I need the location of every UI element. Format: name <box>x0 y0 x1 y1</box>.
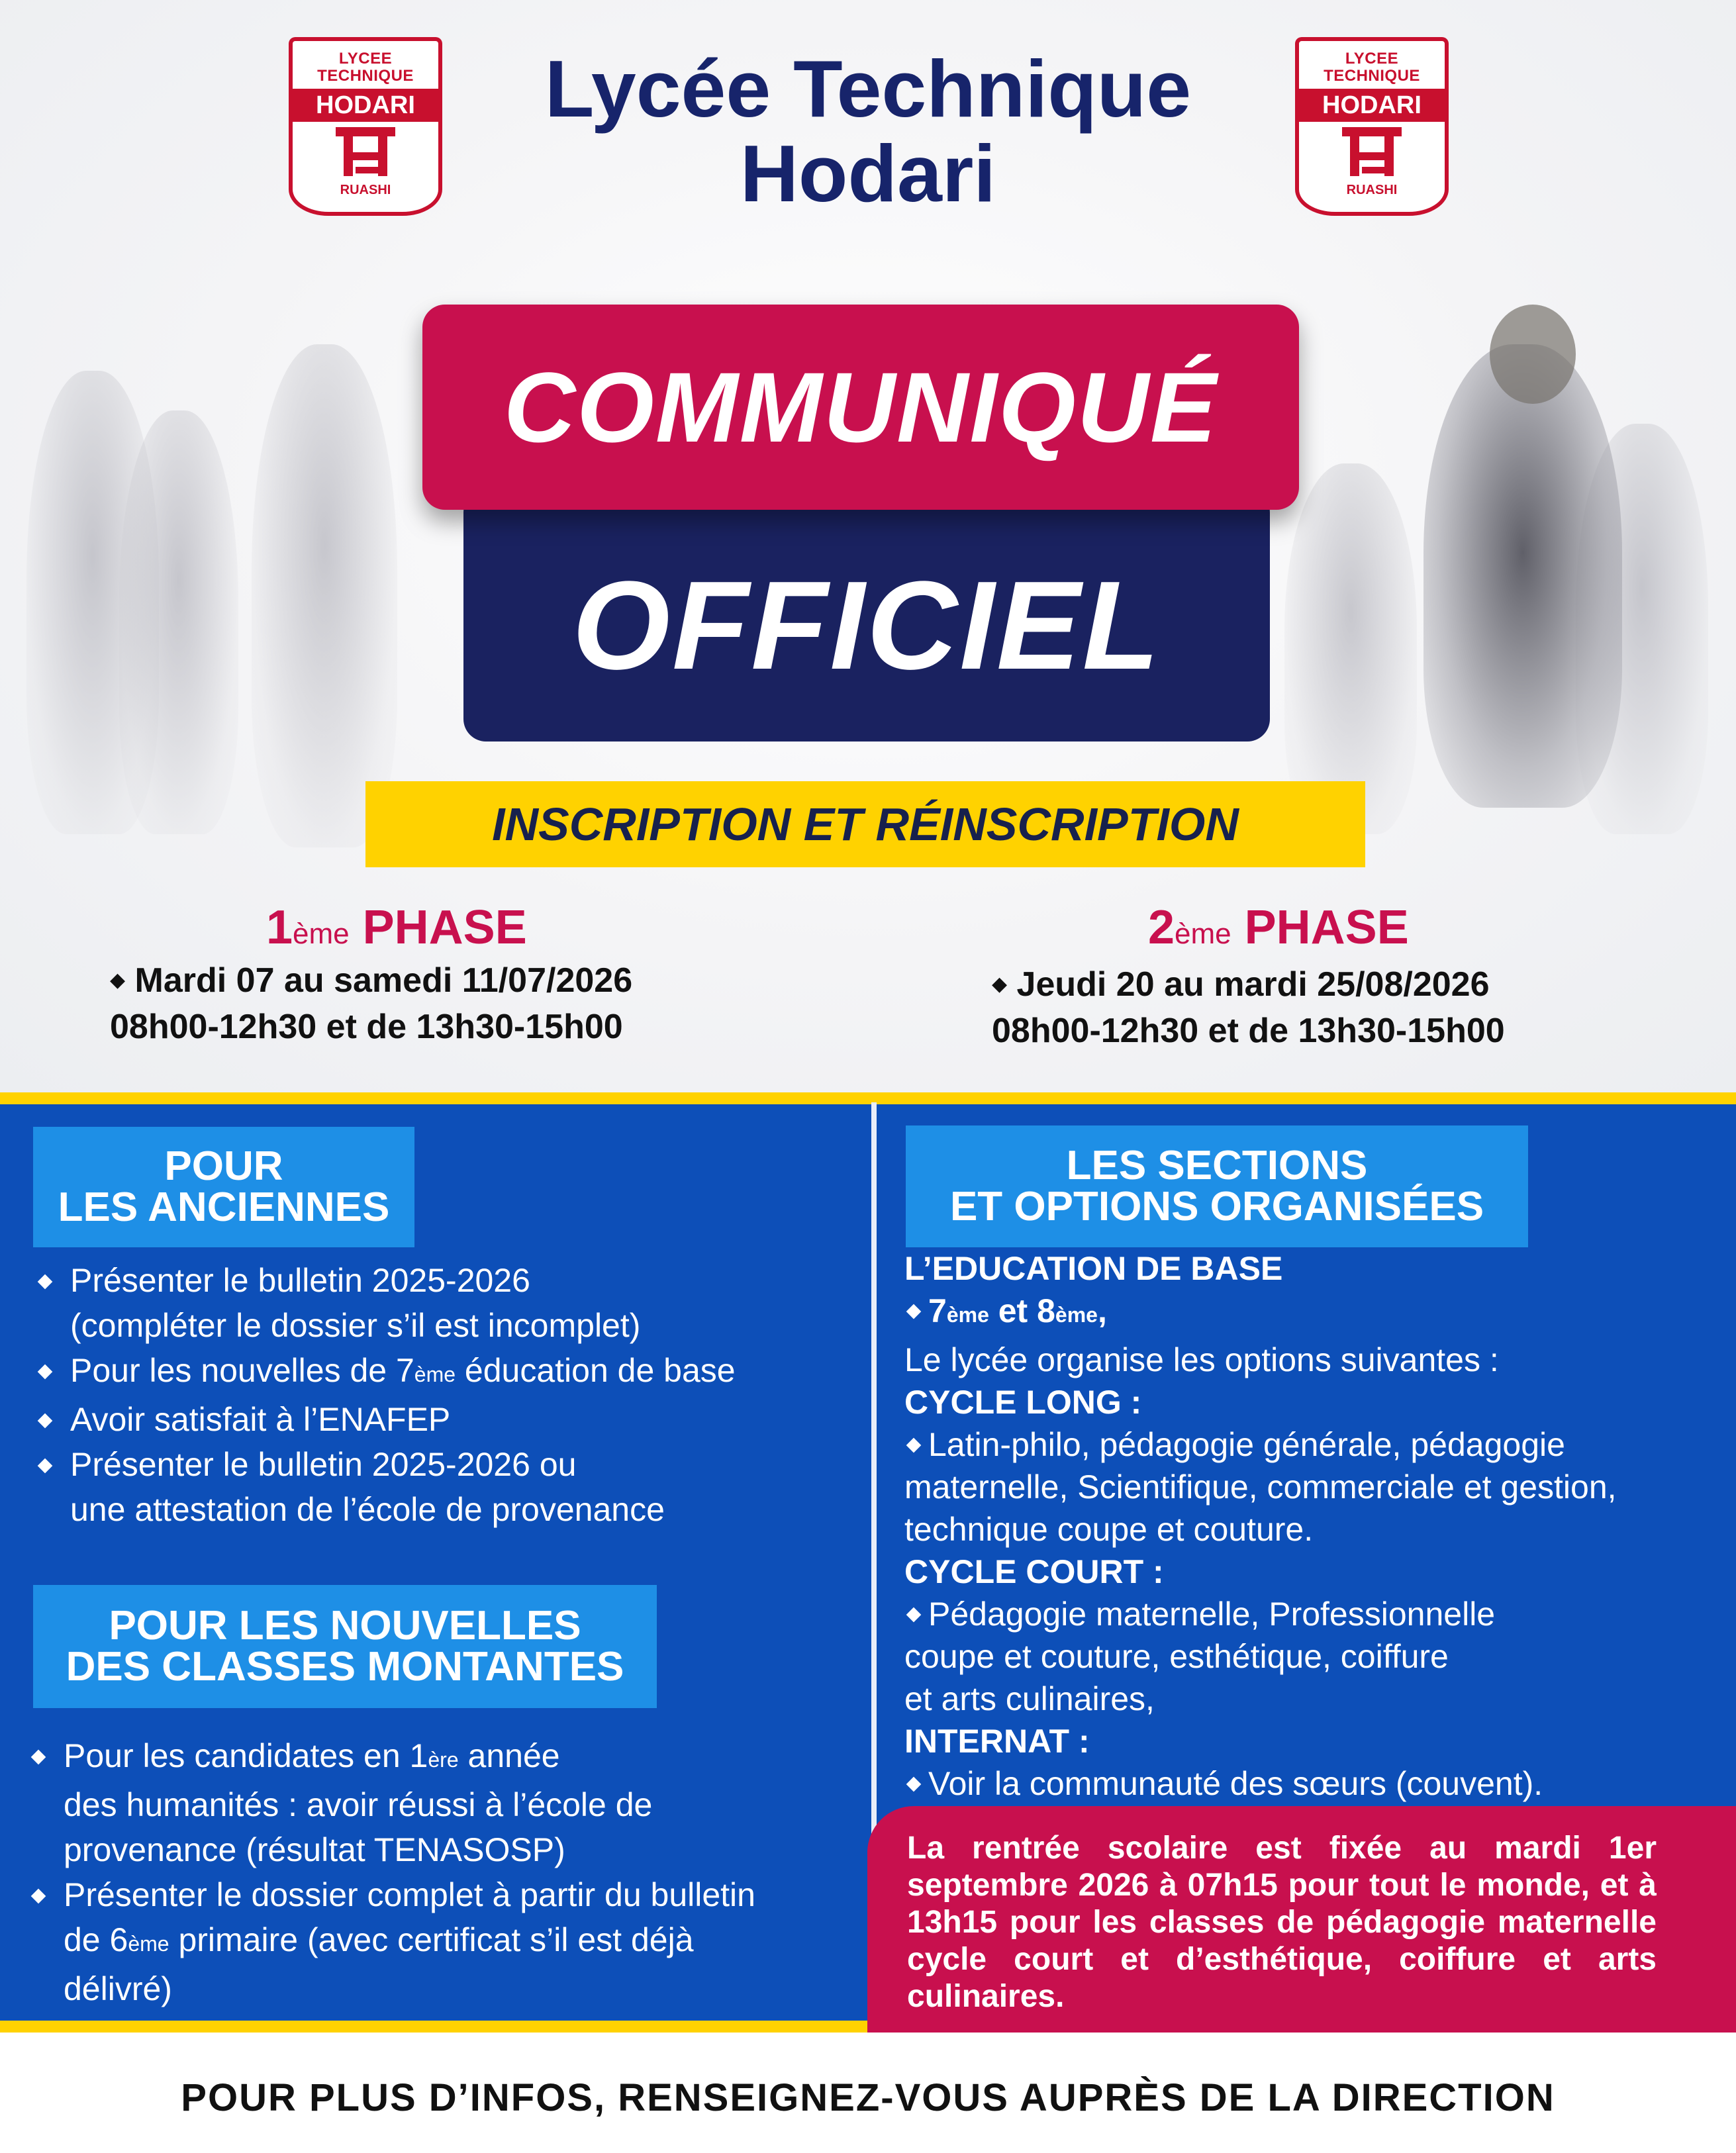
internat-heading: INTERNAT : <box>904 1723 1090 1760</box>
list-item: Présenter le dossier complet à partir du bulletin de 6ème primaire (avec certificat s’il est déjà délivré) <box>28 1872 869 2011</box>
logo-band: HODARI <box>293 89 438 122</box>
phase-1-dates: ◆ Mardi 07 au samedi 11/07/2026 <box>110 961 633 1000</box>
nouvelles-label <box>33 1585 657 1708</box>
cycle-long-heading: CYCLE LONG : <box>904 1384 1142 1421</box>
anciennes-title-2: LES ANCIENNES <box>58 1184 390 1230</box>
student-silhouette-icon <box>1284 463 1417 834</box>
classes-line: 7ème et 8ème, <box>904 1290 1736 1336</box>
sections-label <box>906 1125 1528 1247</box>
cycle-long-line-2: maternelle, Scientifique, commerciale et gestion, <box>904 1468 1617 1506</box>
nouvelles-title-1: POUR LES NOUVELLES <box>109 1603 581 1649</box>
nouvelles-title-2: DES CLASSES MONTANTES <box>66 1644 624 1690</box>
inscription-banner: INSCRIPTION ET RÉINSCRIPTION <box>365 781 1365 867</box>
phase-1 <box>110 900 772 1050</box>
list-item: Avoir satisfait à l’ENAFEP <box>34 1397 855 1442</box>
cycle-long-line-1: Latin-philo, pédagogie générale, pédagogie <box>904 1423 1736 1466</box>
officiel-banner: OFFICIEL <box>463 490 1270 742</box>
logo-line-2: TECHNIQUE <box>317 67 414 85</box>
options-intro: Le lycée organise les options suivantes : <box>904 1341 1499 1378</box>
student-head-icon <box>1490 305 1576 404</box>
lh-monogram-icon <box>336 127 395 180</box>
list-item: Présenter le bulletin 2025-2026 (compléter le dossier s’il est incomplet) <box>34 1258 855 1348</box>
communique-banner: COMMUNIQUÉ <box>422 305 1299 510</box>
logo-band: HODARI <box>1299 89 1445 122</box>
list-item: Présenter le bulletin 2025-2026 ou une attestation de l’école de provenance <box>34 1442 855 1532</box>
cycle-court-line-3: et arts culinaires, <box>904 1680 1155 1717</box>
school-logo-left <box>289 37 442 216</box>
cycle-court-heading: CYCLE COURT : <box>904 1553 1164 1590</box>
student-silhouette-icon <box>252 344 397 847</box>
anciennes-label <box>33 1127 414 1247</box>
student-silhouette-icon <box>119 410 238 834</box>
phase-1-title: 1ème PHASE <box>266 901 527 954</box>
anciennes-title-1: POUR <box>164 1143 283 1189</box>
sections-title-1: LES SECTIONS <box>1066 1143 1368 1188</box>
cycle-long-line-3: technique coupe et couture. <box>904 1511 1314 1548</box>
logo-line-2: TECHNIQUE <box>1324 67 1420 85</box>
cycle-court-line-1: Pédagogie maternelle, Professionnelle <box>904 1593 1736 1635</box>
sections-content <box>904 1247 1736 1805</box>
school-title-line-1: Lycée Technique <box>544 44 1192 134</box>
logo-footer: RUASHI <box>1346 183 1398 197</box>
footer-text: POUR PLUS D’INFOS, RENSEIGNEZ-VOUS AUPRÈS DE LA DIRECTION <box>181 2076 1555 2119</box>
phase-1-hours: 08h00-12h30 et de 13h30-15h00 <box>110 1008 623 1046</box>
nouvelles-list <box>28 1733 869 2011</box>
logo-line-1: LYCEE <box>338 50 393 68</box>
internat-line-1: Voir la communauté des sœurs (couvent). <box>904 1762 1736 1805</box>
sections-title-2: ET OPTIONS ORGANISÉES <box>949 1184 1484 1229</box>
student-silhouette-icon <box>1423 344 1622 808</box>
phase-2-title: 2ème PHASE <box>1148 901 1409 954</box>
edu-base-heading: L’EDUCATION DE BASE <box>904 1250 1283 1287</box>
logo-line-1: LYCEE <box>1345 50 1399 68</box>
school-title <box>424 46 1312 216</box>
school-title-line-2: Hodari <box>740 128 996 218</box>
lh-monogram-icon <box>1342 127 1402 180</box>
cycle-court-line-2: coupe et couture, esthétique, coiffure <box>904 1638 1449 1675</box>
phase-2 <box>992 900 1720 1054</box>
anciennes-list <box>34 1258 855 1532</box>
logo-footer: RUASHI <box>340 183 391 197</box>
list-item: Pour les candidates en 1ère année des humanités : avoir réussi à l’école de provenance (résultat TENASOSP) <box>28 1733 869 1872</box>
phase-2-dates: ◆ Jeudi 20 au mardi 25/08/2026 <box>992 965 1490 1004</box>
phase-2-hours: 08h00-12h30 et de 13h30-15h00 <box>992 1012 1505 1050</box>
list-item: Pour les nouvelles de 7ème éducation de base <box>34 1348 855 1397</box>
rentree-notice: La rentrée scolaire est fixée au mardi 1er septembre 2026 à 07h15 pour tout le monde, et à 13h15 pour les classes de pédagogie maternelle cycle court et d’esthétique, coiffure et arts culinaires. <box>867 1806 1736 2033</box>
school-logo-right <box>1295 37 1449 216</box>
